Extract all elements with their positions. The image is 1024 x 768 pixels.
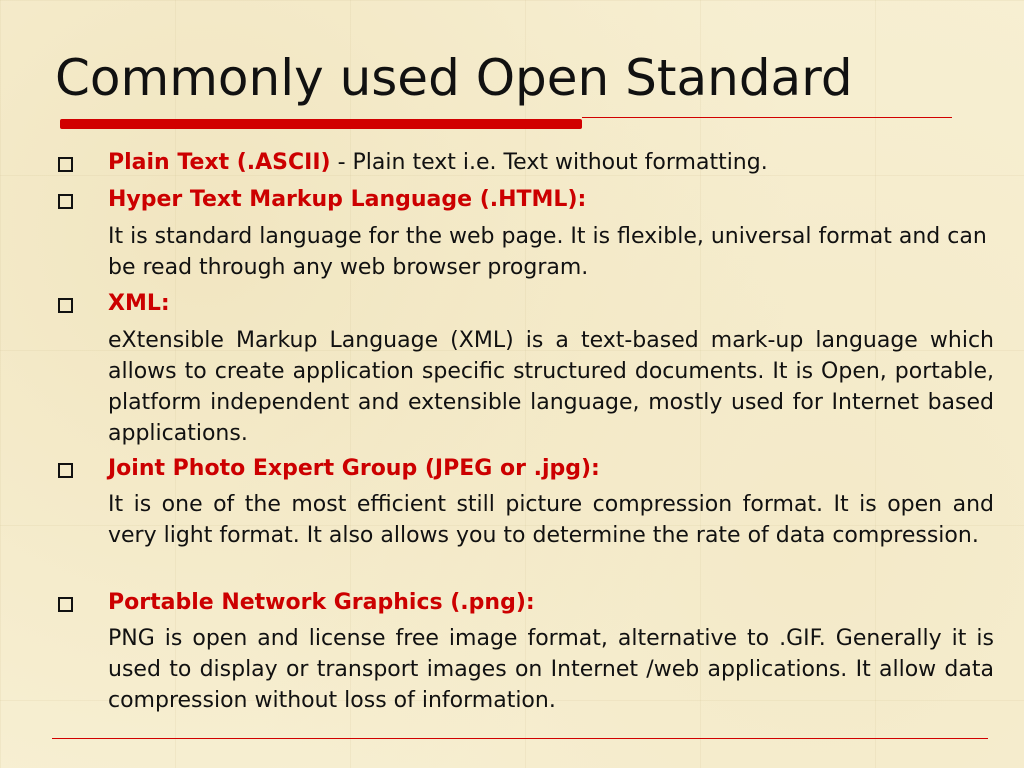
term-label: Portable Network Graphics (.png):: [108, 590, 535, 615]
list-item-xml: [0, 288, 1024, 446]
title-underline-thick: [60, 119, 582, 129]
list-item-heading: [108, 587, 535, 618]
footer-divider: [52, 738, 988, 739]
square-bullet-icon: [58, 194, 73, 209]
term-label: Hyper Text Markup Language (.HTML):: [108, 187, 587, 212]
square-bullet-icon: [58, 298, 73, 313]
list-item-heading: [108, 184, 586, 215]
term-label: XML:: [108, 291, 170, 316]
item-description: It is standard language for the web page. It is flexible, universal format and can be read through any web browser program.: [108, 224, 987, 280]
list-item-plain-text: [0, 147, 1024, 181]
square-bullet-icon: [58, 157, 73, 172]
slide-title: Commonly used Open Standard: [55, 49, 853, 107]
item-description: eXtensible Markup Language (XML) is a text-based mark-up language which allows to create application specific structured documents. It is Open, portable, platform independent and extensible language, mostly used for Internet based applications.: [108, 328, 994, 446]
list-item-html: [0, 184, 1024, 280]
inline-description: - Plain text i.e. Text without formatting.: [330, 150, 768, 175]
term-label: Plain Text (.ASCII): [108, 150, 331, 175]
square-bullet-icon: [58, 463, 73, 478]
title-underline-thin: [582, 117, 952, 118]
list-item-heading: [108, 288, 170, 319]
list-item-heading: [108, 147, 768, 178]
list-item-png: [0, 587, 1024, 713]
list-item-heading: [108, 453, 600, 484]
item-description: PNG is open and license free image format, alternative to .GIF. Generally it is used to display or transport images on Internet /web applications. It allow data compression without loss of information.: [108, 626, 994, 713]
square-bullet-icon: [58, 597, 73, 612]
item-description: It is one of the most efficient still picture compression format. It is open and very light format. It also allows you to determine the rate of data compression.: [108, 492, 994, 548]
term-label: Joint Photo Expert Group (JPEG or .jpg):: [108, 456, 600, 481]
list-item-jpeg: [0, 453, 1024, 548]
